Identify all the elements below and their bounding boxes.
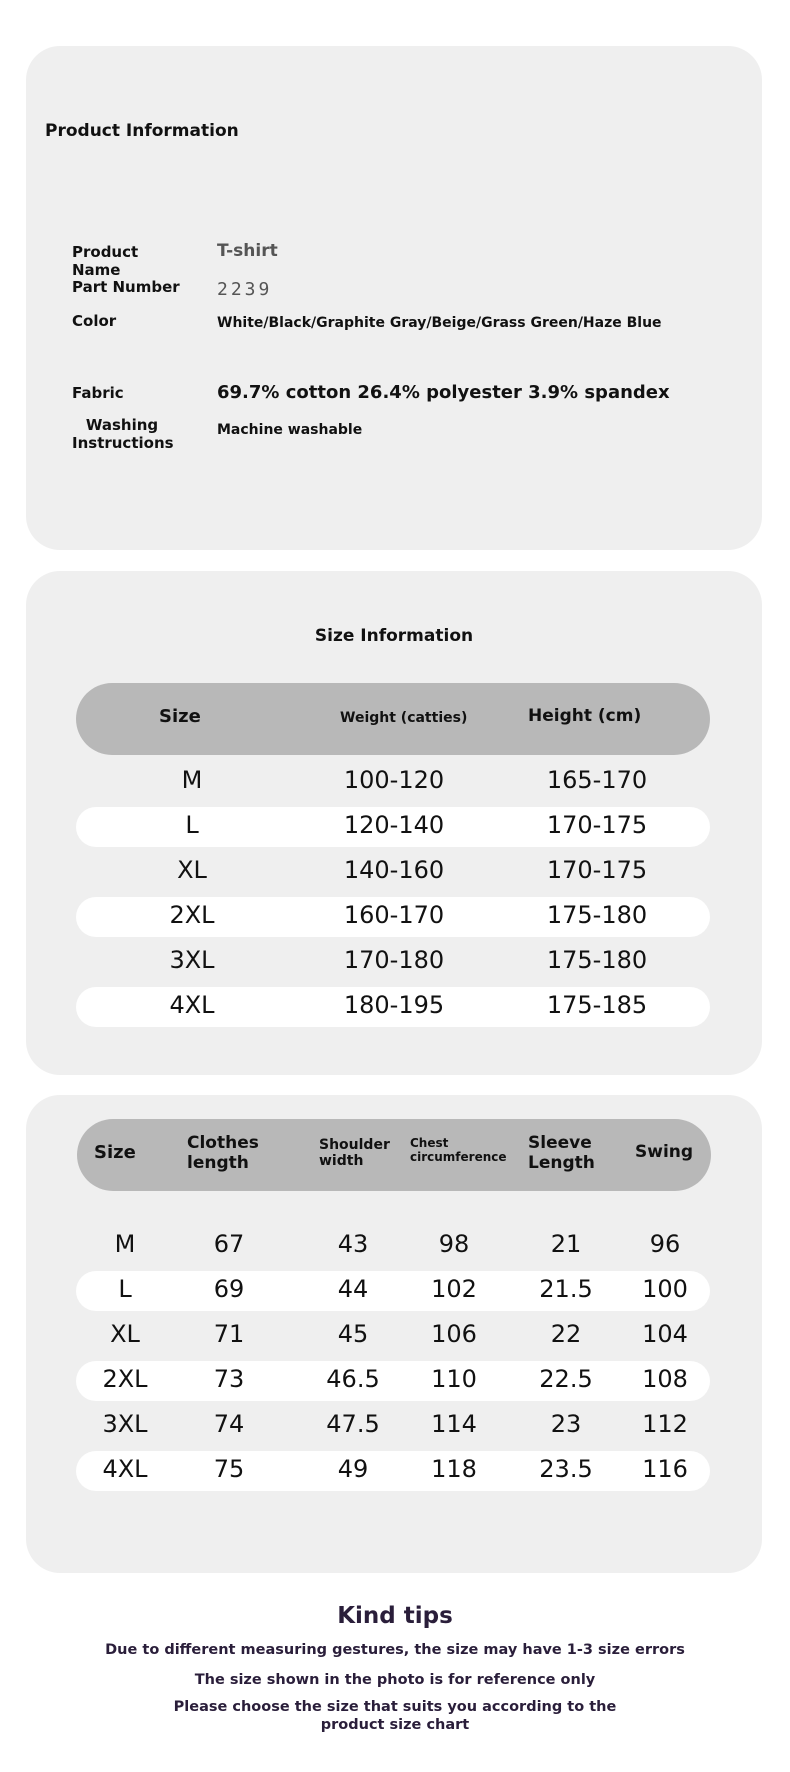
measurements-cell: 98 — [438, 1230, 470, 1258]
size-info-cell: 3XL — [169, 946, 215, 974]
measurements-header-size: Size — [94, 1142, 136, 1163]
product-name-value: T-shirt — [217, 241, 278, 261]
size-info-header — [76, 683, 710, 755]
size-info-cell: 170-175 — [546, 811, 648, 839]
measurements-cell: 69 — [213, 1275, 245, 1303]
product-name-label: Product Name — [72, 243, 139, 279]
washing-instructions-label: Washing Instructions — [72, 416, 174, 452]
size-info-cell: 175-180 — [546, 946, 648, 974]
washing-instructions-value: Machine washable — [217, 422, 363, 438]
tip-line-3: Please choose the size that suits you according to the product size chart — [173, 1699, 617, 1733]
size-info-cell: 120-140 — [343, 811, 445, 839]
measurements-cell: 104 — [642, 1320, 688, 1348]
measurements-cell: 118 — [431, 1455, 477, 1483]
size-info-header-weight: Weight (catties) — [340, 710, 468, 726]
measurements-header-clothes-length: Clothes length — [187, 1133, 259, 1173]
size-info-cell: 160-170 — [343, 901, 445, 929]
size-info-title: Size Information — [314, 626, 474, 646]
product-info-card — [26, 46, 762, 550]
measurements-cell: 106 — [431, 1320, 477, 1348]
size-info-card — [26, 571, 762, 1075]
size-info-cell: 180-195 — [343, 991, 445, 1019]
measurements-header-sleeve-length: Sleeve Length — [528, 1133, 595, 1173]
measurements-cell: 108 — [642, 1365, 688, 1393]
measurements-cell: 73 — [213, 1365, 245, 1393]
measurements-cell: 22 — [550, 1320, 582, 1348]
measurements-cell: 49 — [337, 1455, 369, 1483]
measurements-cell: 96 — [649, 1230, 681, 1258]
measurements-cell: 100 — [642, 1275, 688, 1303]
size-info-cell: 170-175 — [546, 856, 648, 884]
measurements-cell: 44 — [337, 1275, 369, 1303]
measurements-cell: 22.5 — [539, 1365, 593, 1393]
measurements-cell: M — [114, 1230, 136, 1258]
measurements-card — [26, 1095, 762, 1573]
measurements-header-swing: Swing — [635, 1142, 694, 1162]
measurements-cell: 46.5 — [326, 1365, 380, 1393]
measurements-row-bg — [76, 1271, 710, 1311]
measurements-cell: 67 — [213, 1230, 245, 1258]
measurements-cell: 23 — [550, 1410, 582, 1438]
size-info-cell: 165-170 — [546, 766, 648, 794]
measurements-cell: 21 — [550, 1230, 582, 1258]
size-info-cell: 175-180 — [546, 901, 648, 929]
measurements-cell: L — [118, 1275, 132, 1303]
measurements-cell: 4XL — [102, 1455, 148, 1483]
measurements-cell: 112 — [642, 1410, 688, 1438]
measurements-cell: 71 — [213, 1320, 245, 1348]
measurements-cell: 45 — [337, 1320, 369, 1348]
size-info-header-height: Height (cm) — [528, 706, 642, 726]
size-info-cell: 4XL — [169, 991, 215, 1019]
product-info-title: Product Information — [45, 121, 239, 141]
size-info-cell: 175-185 — [546, 991, 648, 1019]
measurements-cell: 3XL — [102, 1410, 148, 1438]
color-value: White/Black/Graphite Gray/Beige/Grass Green/Haze Blue — [217, 315, 662, 331]
size-info-cell: L — [185, 811, 199, 839]
measurements-cell: 43 — [337, 1230, 369, 1258]
measurements-cell: 74 — [213, 1410, 245, 1438]
measurements-header — [77, 1119, 711, 1191]
fabric-label: Fabric — [72, 384, 124, 402]
measurements-cell: 110 — [431, 1365, 477, 1393]
part-number-value: 2239 — [217, 279, 273, 300]
measurements-cell: 23.5 — [539, 1455, 593, 1483]
measurements-header-chest: Chest circumference — [410, 1136, 507, 1164]
tip-line-2: The size shown in the photo is for reference only — [194, 1672, 596, 1688]
size-info-header-size: Size — [159, 706, 201, 727]
measurements-cell: 21.5 — [539, 1275, 593, 1303]
measurements-header-shoulder-width: Shoulder width — [319, 1137, 390, 1170]
size-info-cell: 2XL — [169, 901, 215, 929]
size-info-cell: 100-120 — [343, 766, 445, 794]
measurements-cell: 47.5 — [326, 1410, 380, 1438]
size-info-cell: M — [181, 766, 203, 794]
size-info-cell: 170-180 — [343, 946, 445, 974]
measurements-row-bg — [76, 1361, 710, 1401]
tip-line-1: Due to different measuring gestures, the size may have 1-3 size errors — [105, 1642, 685, 1658]
size-info-cell: XL — [177, 856, 207, 884]
measurements-cell: XL — [110, 1320, 140, 1348]
fabric-value: 69.7% cotton 26.4% polyester 3.9% spandex — [217, 382, 670, 403]
measurements-row-bg — [76, 1451, 710, 1491]
color-label: Color — [72, 312, 117, 330]
part-number-label: Part Number — [72, 278, 180, 296]
measurements-cell: 2XL — [102, 1365, 148, 1393]
measurements-cell: 116 — [642, 1455, 688, 1483]
measurements-cell: 75 — [213, 1455, 245, 1483]
size-info-cell: 140-160 — [343, 856, 445, 884]
measurements-cell: 114 — [431, 1410, 477, 1438]
measurements-cell: 102 — [431, 1275, 477, 1303]
kind-tips-title: Kind tips — [337, 1603, 453, 1629]
